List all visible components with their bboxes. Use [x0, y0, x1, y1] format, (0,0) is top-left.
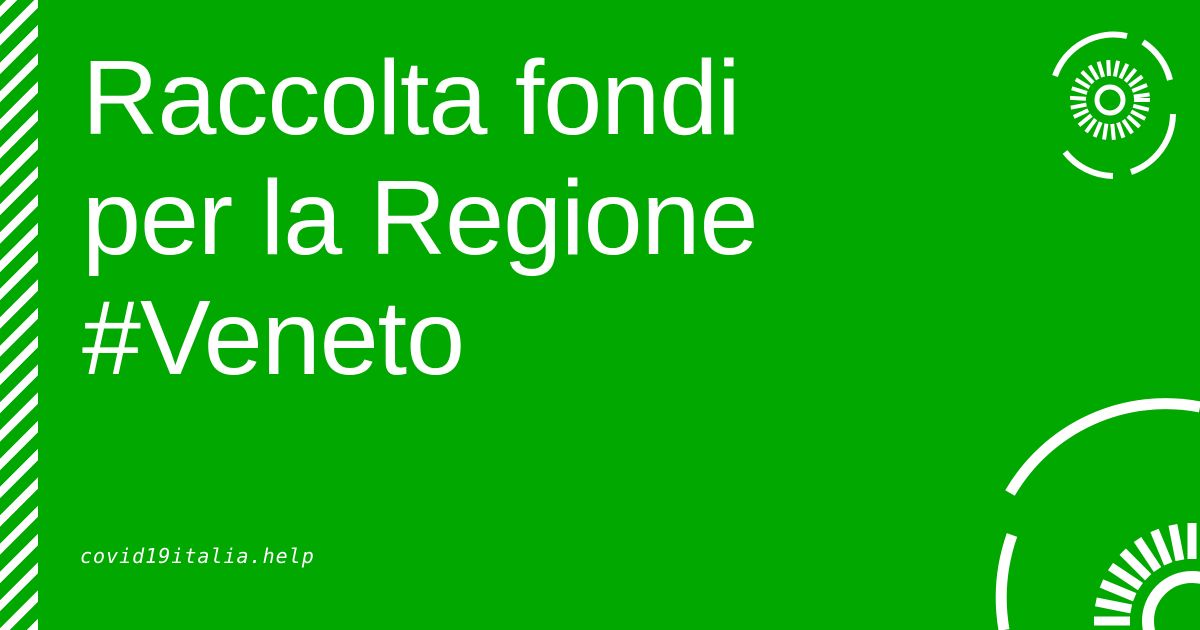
- logo-tick: [1154, 530, 1168, 563]
- logo-tick: [1108, 60, 1109, 76]
- logo-tick: [1173, 525, 1180, 560]
- radial-burst-logo-icon: [1035, 22, 1185, 180]
- headline-line-3: #Veneto: [82, 279, 465, 397]
- logo-tick: [1115, 61, 1118, 77]
- logo-tick: [1096, 602, 1131, 609]
- logo-tick: [1074, 110, 1088, 117]
- logo-tick: [1090, 66, 1098, 80]
- logo-tick: [1095, 122, 1101, 137]
- logo-tick: [1131, 111, 1145, 119]
- logo-tick: [1129, 76, 1142, 85]
- headline-line-1: Raccolta fondi: [82, 39, 740, 157]
- logo-tick: [1101, 583, 1134, 597]
- logo-tick: [1134, 94, 1150, 96]
- logo-tick: [1079, 115, 1091, 125]
- logo-tick: [1070, 98, 1086, 99]
- logo-tick: [1071, 105, 1087, 108]
- logo-tick: [1104, 124, 1106, 140]
- logo-tick: [1128, 116, 1140, 127]
- diagonal-stripe-border: [0, 0, 38, 630]
- logo-tick: [1112, 124, 1114, 140]
- radial-burst-logo-icon-large: [990, 385, 1200, 630]
- logo-tick: [1082, 72, 1093, 83]
- site-url-link[interactable]: covid19italia.help: [80, 544, 315, 568]
- logo-tick: [1099, 62, 1104, 77]
- headline: [82, 38, 757, 398]
- logo-tick: [1076, 79, 1090, 87]
- logo-tick: [1125, 69, 1135, 81]
- logo-tick: [1132, 85, 1147, 91]
- logo-tick: [1072, 88, 1087, 93]
- logo-tick: [1120, 64, 1127, 78]
- logo-tick: [1118, 123, 1123, 138]
- logo-tick: [1123, 120, 1132, 133]
- headline-line-2: per la Regione: [82, 159, 758, 277]
- logo-tick: [1086, 119, 1096, 132]
- logo-tick: [1133, 106, 1149, 110]
